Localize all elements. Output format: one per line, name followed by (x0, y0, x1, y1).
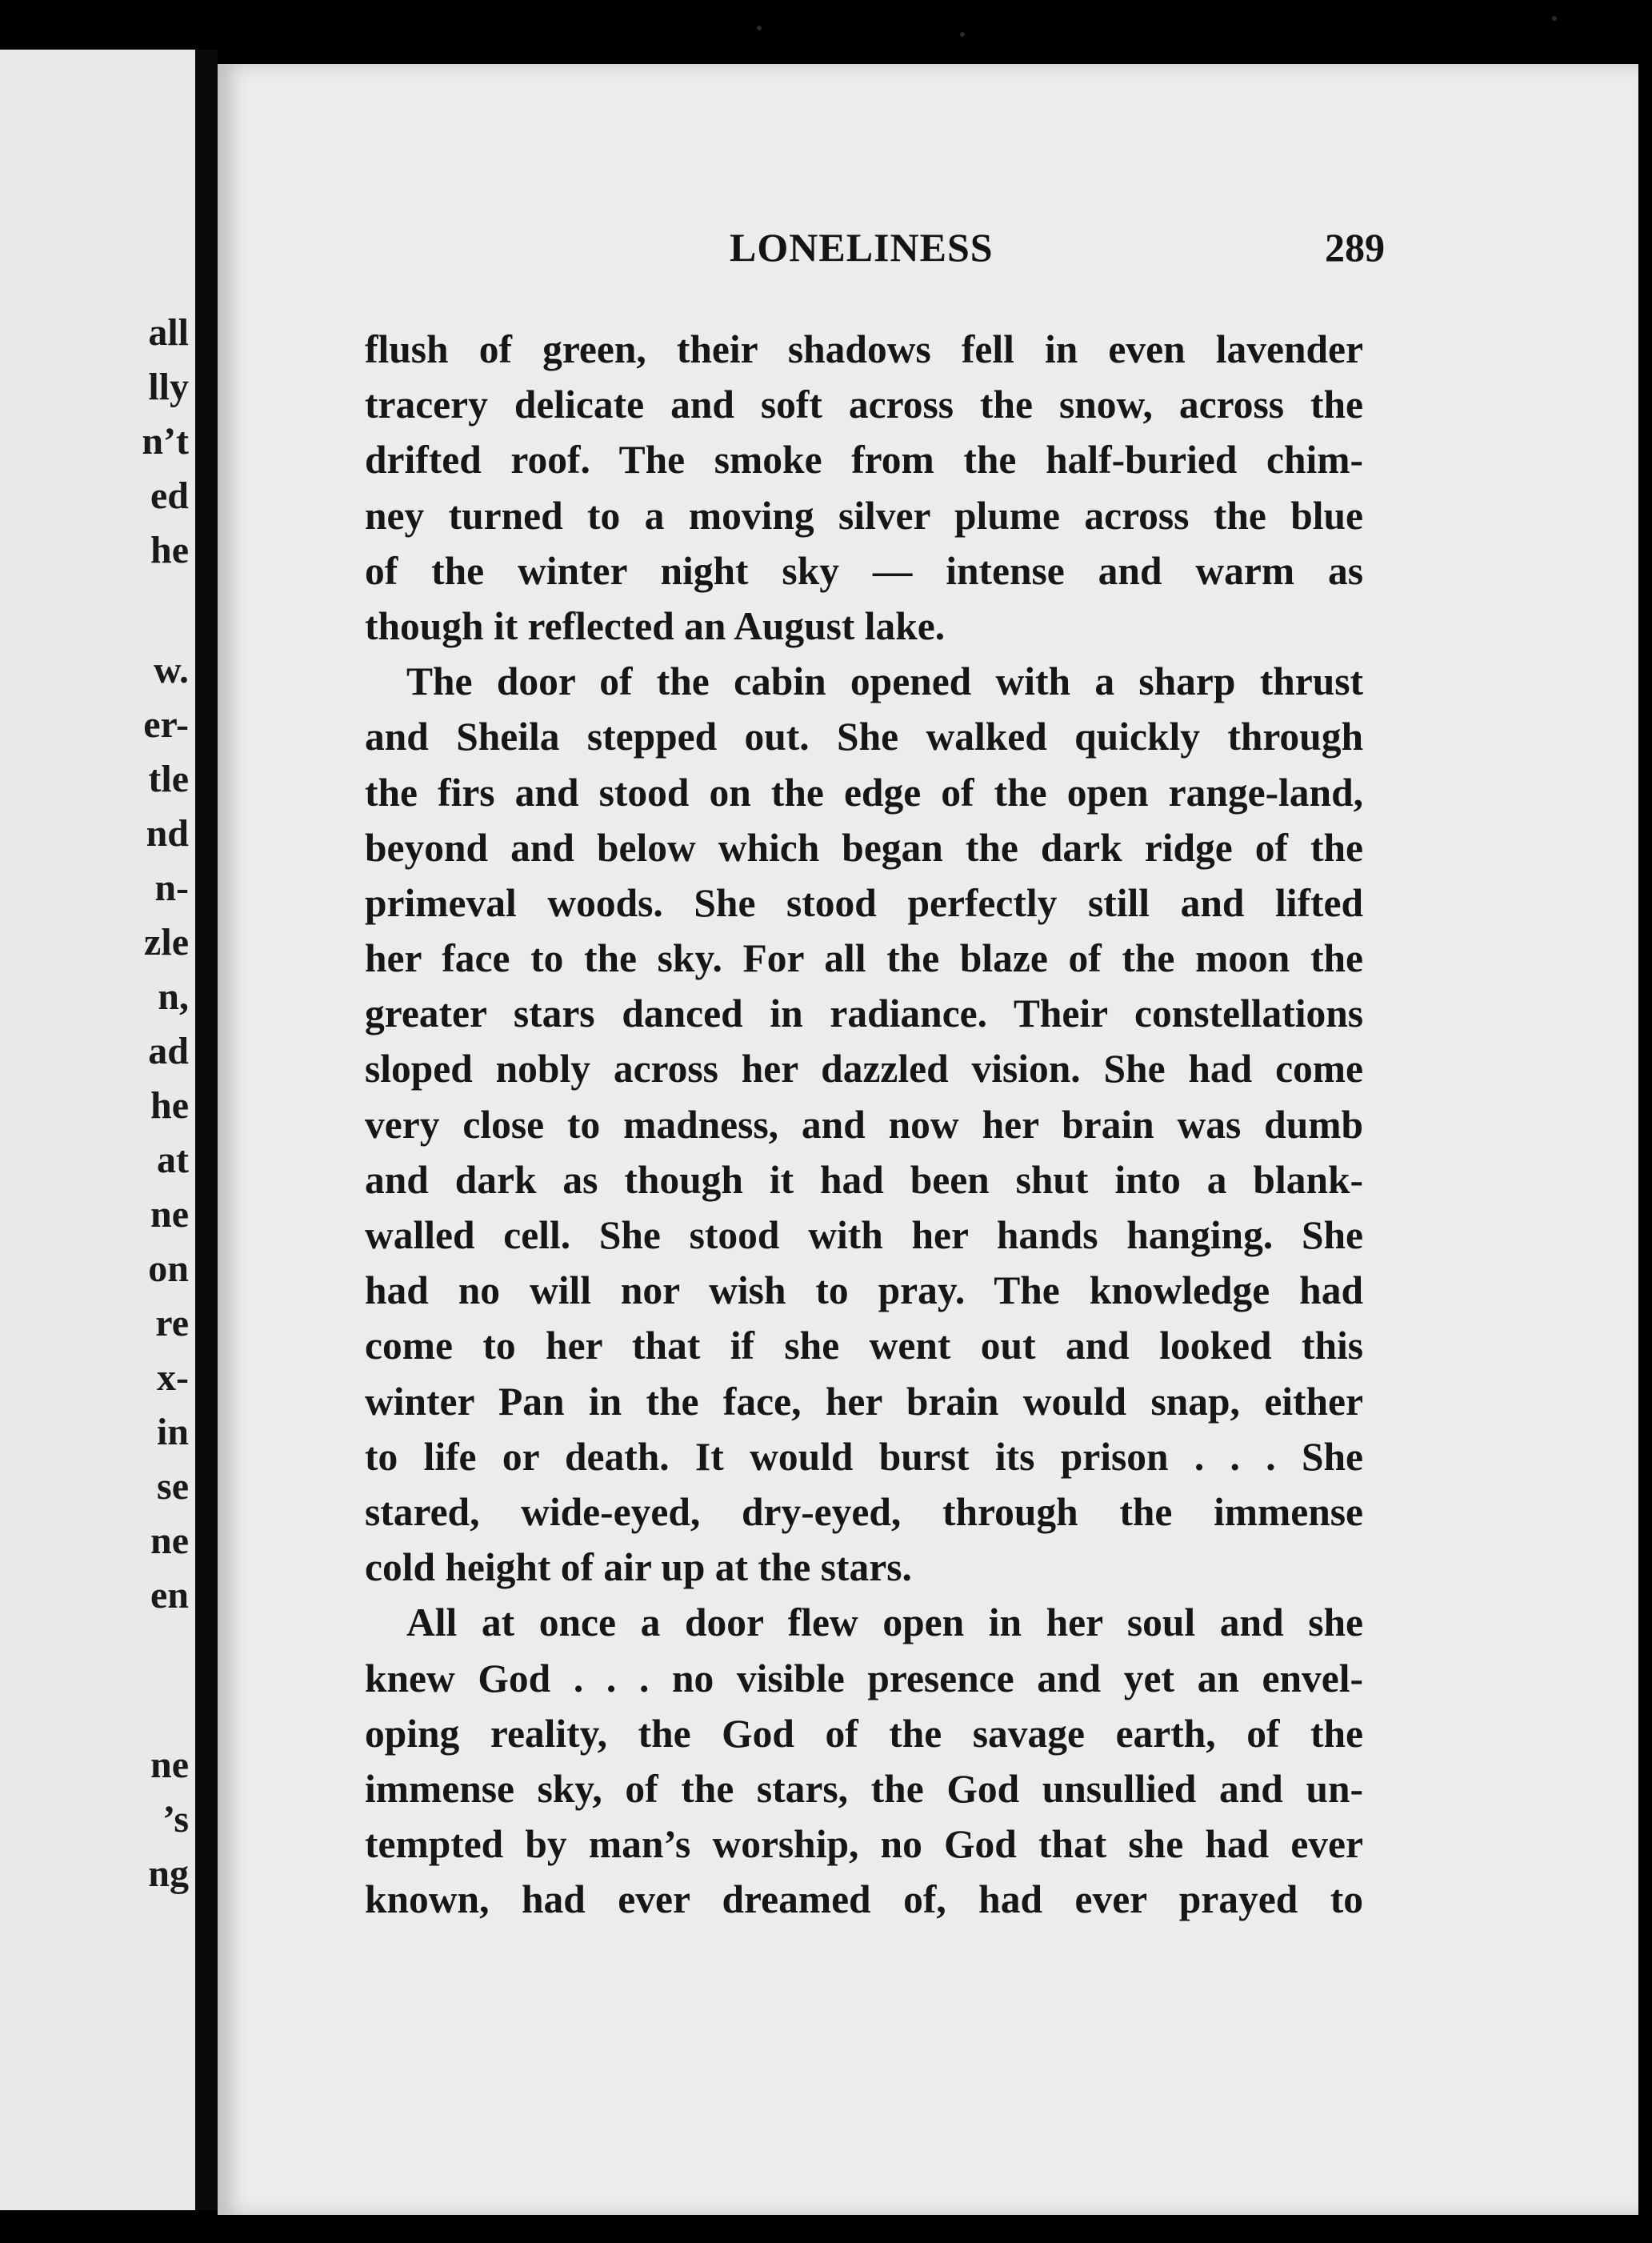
text-line: tracery delicate and soft across the snow, across the (365, 383, 1363, 427)
page-number: 289 (1325, 225, 1385, 270)
facing-page-fragment: on (148, 1248, 189, 1290)
facing-page-fragment: n’t (142, 420, 189, 463)
facing-page-fragment: ’s (162, 1798, 189, 1840)
text-line: flush of green, their shadows fell in even lavender (365, 327, 1363, 371)
facing-page-fragment: ne (150, 1520, 189, 1562)
text-line: sloped nobly across her dazzled vision. She had come (365, 1047, 1363, 1091)
facing-page-fragment: ng (148, 1852, 189, 1895)
paragraph (365, 654, 1363, 1595)
facing-page-fragment: se (157, 1465, 189, 1508)
facing-page-fragment: er- (143, 703, 189, 746)
text-line: oping reality, the God of the savage earth, of the (365, 1711, 1363, 1756)
facing-page-fragment: en (150, 1574, 189, 1616)
facing-page-fragment: nd (146, 812, 189, 855)
text-line: cold height of air up at the stars. (365, 1545, 912, 1590)
text-line: had no will nor wish to pray. The knowledge had (365, 1268, 1363, 1313)
facing-page-fragment: re (155, 1302, 189, 1344)
facing-page-fragment: ne (150, 1744, 189, 1786)
text-line: tempted by man’s worship, no God that she had ever (365, 1822, 1363, 1867)
text-line: and dark as though it had been shut into a blank- (365, 1157, 1363, 1202)
text-line: drifted roof. The smoke from the half-buried chim- (365, 438, 1363, 483)
text-line: knew God . . . no visible presence and yet an envel- (365, 1656, 1363, 1700)
book-page (218, 64, 1638, 2215)
facing-page-fragment: tle (148, 758, 189, 800)
text-line: her face to the sky. For all the blaze of the moon the (365, 936, 1363, 981)
scan-speck (1552, 16, 1557, 21)
scan-speck (757, 26, 762, 30)
facing-page (0, 50, 195, 2210)
facing-page-fragment: ed (150, 475, 189, 517)
text-line: come to her that if she went out and looked this (365, 1324, 1363, 1368)
facing-page-fragment: n, (158, 975, 189, 1018)
text-line: though it reflected an August lake. (365, 603, 946, 648)
text-line: and Sheila stepped out. She walked quickly through (365, 715, 1363, 759)
text-line: winter Pan in the face, her brain would snap, either (365, 1379, 1363, 1424)
text-line: immense sky, of the stars, the God unsullied and un- (365, 1766, 1363, 1811)
text-line: walled cell. She stood with her hands hanging. She (365, 1213, 1363, 1257)
page-title: LONELINESS (730, 225, 994, 270)
text-line: greater stars danced in radiance. Their constellations (365, 991, 1363, 1036)
text-line: to life or death. It would burst its prison . . . She (365, 1434, 1363, 1479)
paragraph (365, 1595, 1363, 1927)
text-line: ney turned to a moving silver plume across the blue (365, 493, 1363, 538)
text-line: very close to madness, and now her brain was dumb (365, 1102, 1363, 1147)
facing-page-fragment: zle (144, 921, 189, 963)
running-head (218, 224, 1638, 280)
body-text (365, 322, 1363, 1927)
facing-page-fragment: ne (150, 1193, 189, 1236)
facing-page-fragment: in (156, 1411, 189, 1453)
text-line: beyond and below which began the dark ridge of the (365, 825, 1363, 870)
text-line: the firs and stood on the edge of the open range-land, (365, 770, 1363, 815)
facing-page-fragment: x- (157, 1356, 189, 1399)
text-line: of the winter night sky — intense and warm as (365, 548, 1363, 593)
facing-page-fragment: lly (148, 366, 189, 408)
text-line: primeval woods. She stood perfectly still and lifted (365, 880, 1363, 925)
text-line: The door of the cabin opened with a sharp thrust (406, 659, 1363, 704)
facing-page-fragment: he (150, 529, 189, 571)
text-line: stared, wide-eyed, dry-eyed, through the immense (365, 1489, 1363, 1534)
text-line: known, had ever dreamed of, had ever prayed to (365, 1877, 1363, 1922)
paragraph (365, 322, 1363, 654)
facing-page-fragment: all (148, 311, 189, 354)
text-line: All at once a door flew open in her soul and she (406, 1600, 1363, 1645)
facing-page-fragment: w. (153, 649, 189, 691)
book-gutter (195, 50, 218, 2210)
facing-page-fragment: he (150, 1084, 189, 1127)
scan-speck (960, 32, 965, 37)
facing-page-fragment: at (157, 1139, 189, 1181)
facing-page-fragment: ad (148, 1030, 189, 1072)
facing-page-fragment: n- (154, 867, 189, 909)
